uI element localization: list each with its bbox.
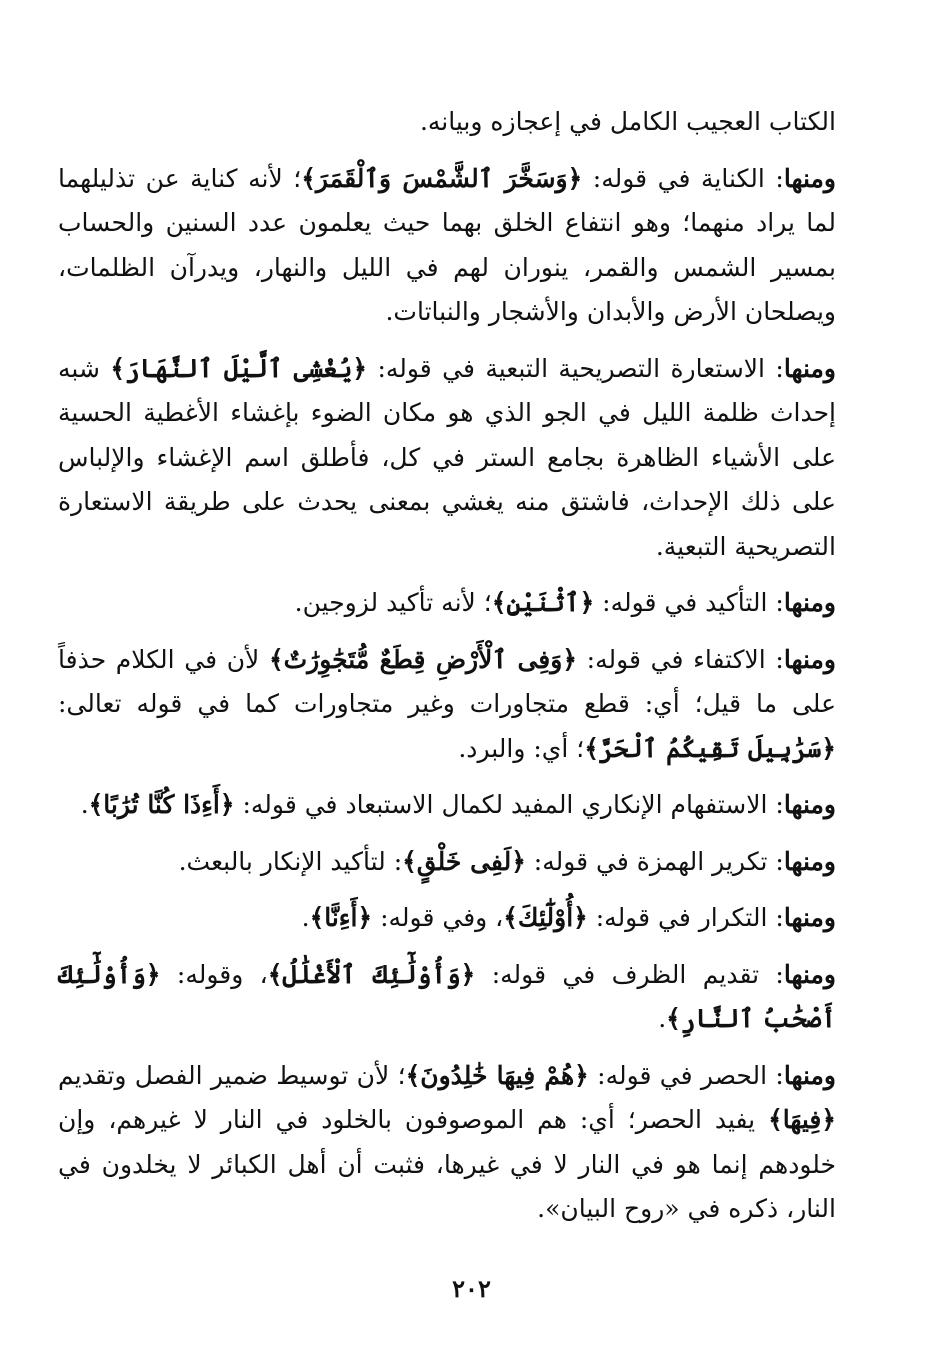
- paragraph-istiara: [58, 347, 836, 570]
- paragraph-text: : التكرار في قوله:: [587, 903, 784, 932]
- page-number: ٢٠٢: [452, 1274, 491, 1303]
- paragraph-text: .: [658, 1004, 667, 1033]
- quran-quote: ﴿وَسَخَّرَ ٱلشَّمْسَ وَٱلْقَمَرَ﴾: [301, 163, 583, 193]
- paragraph-lead: ومنها: [783, 903, 836, 932]
- quran-quote: ﴿هُمْ فِيهَا خَٰلِدُونَ﴾: [405, 1060, 589, 1090]
- page-text: [58, 100, 836, 1290]
- quran-quote: ﴿لَفِى خَلْقٍ﴾: [402, 846, 526, 876]
- quran-quote: ﴿سَرَٰبِيلَ تَقِيكُمُ ٱلْحَرَّ﴾: [584, 733, 836, 763]
- paragraph-continuation: [58, 100, 836, 145]
- paragraph-text: ؛ لأنه تأكيد لزوجين.: [294, 588, 492, 617]
- paragraph-lead: ومنها: [783, 644, 836, 674]
- quran-quote: ﴿أَءِنَّا﴾: [309, 903, 373, 932]
- paragraph-lead: ومنها: [783, 353, 836, 383]
- paragraph-lead: ومنها: [783, 846, 836, 876]
- paragraph-text: ، وفي قوله:: [372, 903, 504, 932]
- paragraph-text: : الاستعارة التصريحية التبعية في قوله:: [367, 353, 784, 383]
- paragraph-tikrar: [58, 896, 836, 941]
- paragraph-lead: ومنها: [783, 959, 837, 989]
- paragraph-text: ، وقوله:: [160, 959, 268, 989]
- paragraph-lead: ومنها: [783, 1060, 837, 1090]
- paragraph-takid: [58, 581, 836, 626]
- paragraph-text: : لتأكيد الإنكار بالبعث.: [178, 846, 403, 876]
- paragraph-istifham: [58, 783, 836, 828]
- paragraph-text: : الاكتفاء في قوله:: [576, 644, 784, 674]
- paragraph-takrir-hamza: [58, 840, 836, 885]
- quran-quote: ﴿أُوْلَٰٓئِكَ﴾: [503, 903, 588, 932]
- paragraph-lead: ومنها: [783, 588, 836, 617]
- paragraph-text: ؛ أي: والبرد.: [458, 733, 585, 763]
- paragraph-text: ؛ لأنه كناية عن تذليلهما لما يراد منهما؛ وهو انتفاع الخلق بهما حيث يعلمون عدد السنين والحساب بمسير الشمس والقمر، ينوران لهم في الليل والنهار، ويدرآن الظلمات، ويصلحان الأرض والأبدان والأشجار والنباتات.: [58, 163, 836, 326]
- quran-quote: ﴿وَفِى ٱلْأَرْضِ قِطَعٌ مُّتَجَٰوِرَٰتٌ﴾: [268, 644, 577, 674]
- quran-quote: ﴿أَءِذَا كُنَّا تُرَٰبًا﴾: [88, 790, 235, 819]
- quran-quote: ﴿ٱثْنَيْنِ﴾: [491, 588, 595, 617]
- quran-quote: ﴿يُغْشِى ٱلَّيْلَ ٱلنَّهَارَ﴾: [110, 353, 368, 383]
- paragraph-taqdim: [58, 953, 836, 1042]
- paragraph-text: : الكناية في قوله:: [582, 163, 784, 193]
- paragraph-text: : الحصر في قوله:: [588, 1060, 784, 1090]
- paragraph-text: لأن في الكلام حذفاً على ما قيل؛ أي: قطع متجاورات وغير متجاورات كما في قوله تعالى:: [58, 644, 836, 718]
- paragraph-text: : تقديم الظرف في قوله:: [475, 959, 784, 989]
- paragraph-kinaya: [58, 157, 836, 335]
- quran-quote: ﴿فِيهَا﴾: [768, 1105, 836, 1134]
- quran-quote: ﴿وَأُوْلَٰٓئِكَ ٱلْأَغْلَٰلُ﴾: [267, 959, 476, 989]
- paragraph-text: الكتاب العجيب الكامل في إعجازه وبيانه.: [419, 107, 836, 136]
- paragraph-text: ؛ لأن توسيط ضمير الفصل وتقديم: [58, 1060, 406, 1090]
- paragraph-text: .: [80, 790, 89, 819]
- quran-quote: ﴿وَأُوْلَٰٓئِكَ أَصْحَٰبُ ٱلنَّارِ﴾: [58, 959, 836, 1033]
- paragraph-text: شبه إحداث ظلمة الليل في الجو الذي هو مكان الضوء بإغشاء الأغطية الحسية على الأشياء الظاهرة بجامع الستر في كل، فأطلق اسم الإغشاء والإلباس على ذلك الإحداث، فاشتق منه يغشي بمعنى يحدث على طريقة الاستعارة التصريحية التبعية.: [58, 353, 836, 561]
- paragraph-lead: ومنها: [783, 790, 836, 819]
- paragraph-text: : تكرير الهمزة في قوله:: [525, 846, 784, 876]
- paragraph-text: .: [301, 903, 310, 932]
- paragraph-text: يفيد الحصر؛ أي: هم الموصوفون بالخلود في النار لا غيرهم، وإن خلودهم إنما هو في النار لا في غيرها، فثبت أن أهل الكبائر لا يخلدون في النار، ذكره في «روح البيان».: [58, 1105, 836, 1223]
- paragraph-text: : الاستفهام الإنكاري المفيد لكمال الاستبعاد في قوله:: [234, 790, 784, 819]
- paragraph-text: : التأكيد في قوله:: [594, 588, 784, 617]
- paragraph-lead: ومنها: [783, 163, 836, 193]
- paragraph-hasr: [58, 1054, 836, 1232]
- paragraph-iktifa: [58, 638, 836, 772]
